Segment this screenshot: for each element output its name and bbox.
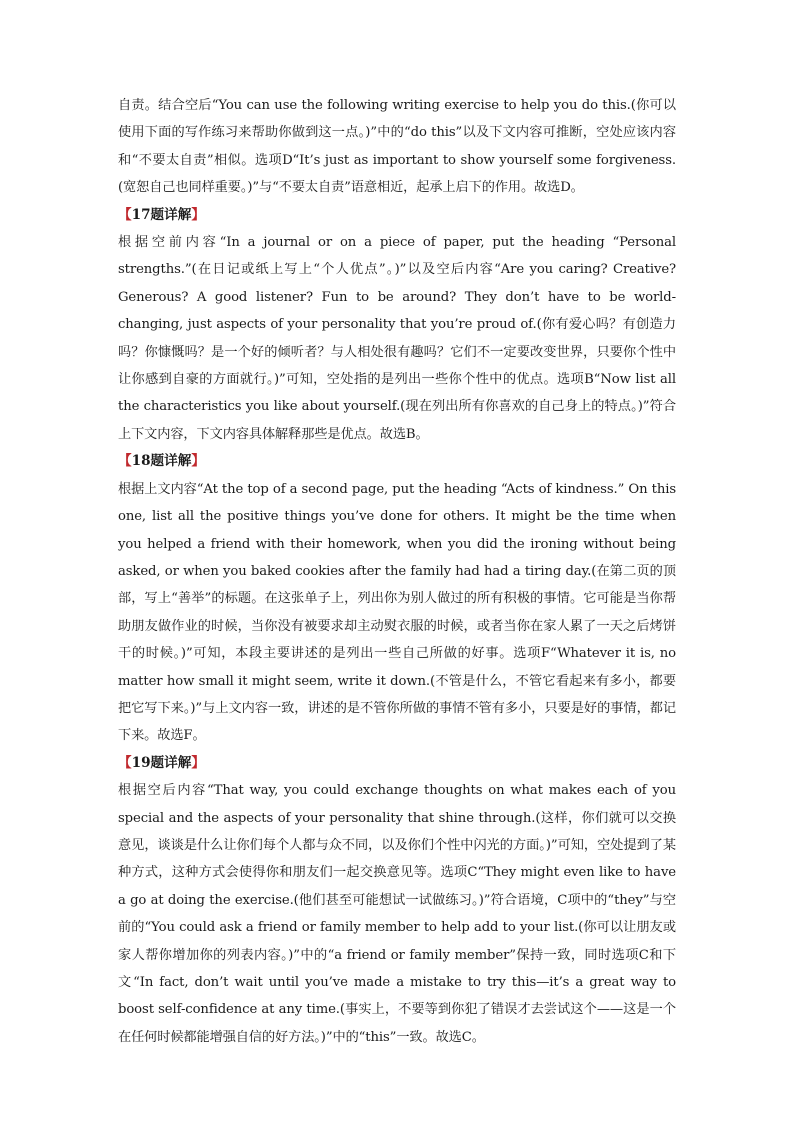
paragraph-q19: 根据空后内容“That way, you could exchange thoughts on what makes each of you special and the aspects of your personality that shine through.(这样，你们就可以交换意见，谈谈是什么让你们每个人都与众不同，以及你们个性中闪光的方面。)”可知，空处提到了某种方式，这种方式会使得你和朋友们一起交换意见等。选项C“They might even like to have a go at doing the exercise.(他们甚至可能想试一试做练习。)”符合语境，C项中的“they”与空前的“You could ask a friend or family member to help add to your list.(你可以让朋友或家人帮你增加你的列表内容。)”中的“a friend or family member”保持一致，同时选项C和下文“In fact, don’t wait until you’ve made a mistake to try this—it’s a great way to boost self-confidence at any time.(事实上，不要等到你犯了错误才去尝试这个——这是一个在任何时候都能增强自信的好方法。)”中的“this”一致。故选C。 (118, 783, 676, 1045)
heading-q19: 【19题详解】 (118, 754, 205, 771)
paragraph-q18: 根据上文内容“At the top of a second page, put the heading “Acts of kindness.” On this one, list all the positive things you’ve done for others. It might be the time when you helped a friend with their homework, when you did the ironing without being asked, or when you baked cookies after the family had had a tiring day.(在第二页的顶部，写上“善举”的标题。在这张单子上，列出你为别人做过的所有积极的事情。它可能是当你帮助朋友做作业的时候，当你没有被要求却主动熨衣服的时候，或者当你在家人累了一天之后烤饼干的时候。)”可知，本段主要讲述的是列出一些自己所做的好事。选项F“Whatever it is, no matter how small it might seem, write it down.(不管是什么，不管它看起来有多小，都要把它写下来。)”与上文内容一致，讲述的是不管你所做的事情不管有多小，只要是好的事情，都记下来。故选F。 (118, 481, 676, 744)
paragraph-q17: 根据空前内容“In a journal or on a piece of paper, put the heading “Personal strengths.”(在日记或纸上写上“个人优点”。)”以及空后内容“Are you caring? Creative? Generous? A good listener? Fun to be around? They don’t have to be world-changing, just aspects of your personality that you’re proud of.(你有爱心吗？有创造力吗？你慷慨吗？是一个好的倾听者？与人相处很有趣吗？它们不一定要改变世界，只要你个性中让你感到自豪的方面就行。)”可知，空处指的是列出一些你个性中的优点。选项B“Now list all the characteristics you like about yourself.(现在列出所有你喜欢的自己身上的特点。)”符合上下文内容，下文内容具体解释那些是优点。故选B。 (118, 235, 676, 442)
document-page (118, 92, 676, 1051)
heading-q17: 【17题详解】 (118, 206, 205, 223)
heading-q18: 【18题详解】 (118, 453, 205, 470)
paragraph-intro: 自责。结合空后“You can use the following writing exercise to help you do this.(你可以使用下面的写作练习来帮助你做到这一点。)”中的“do this”以及下文内容可推断，空处应该内容和“不要太自责”相似。选项D“It’s just as important to show yourself some forgiveness.(宽恕自己也同样重要。)”与“不要太自责”语意相近，起承上启下的作用。故选D。 (118, 98, 676, 196)
